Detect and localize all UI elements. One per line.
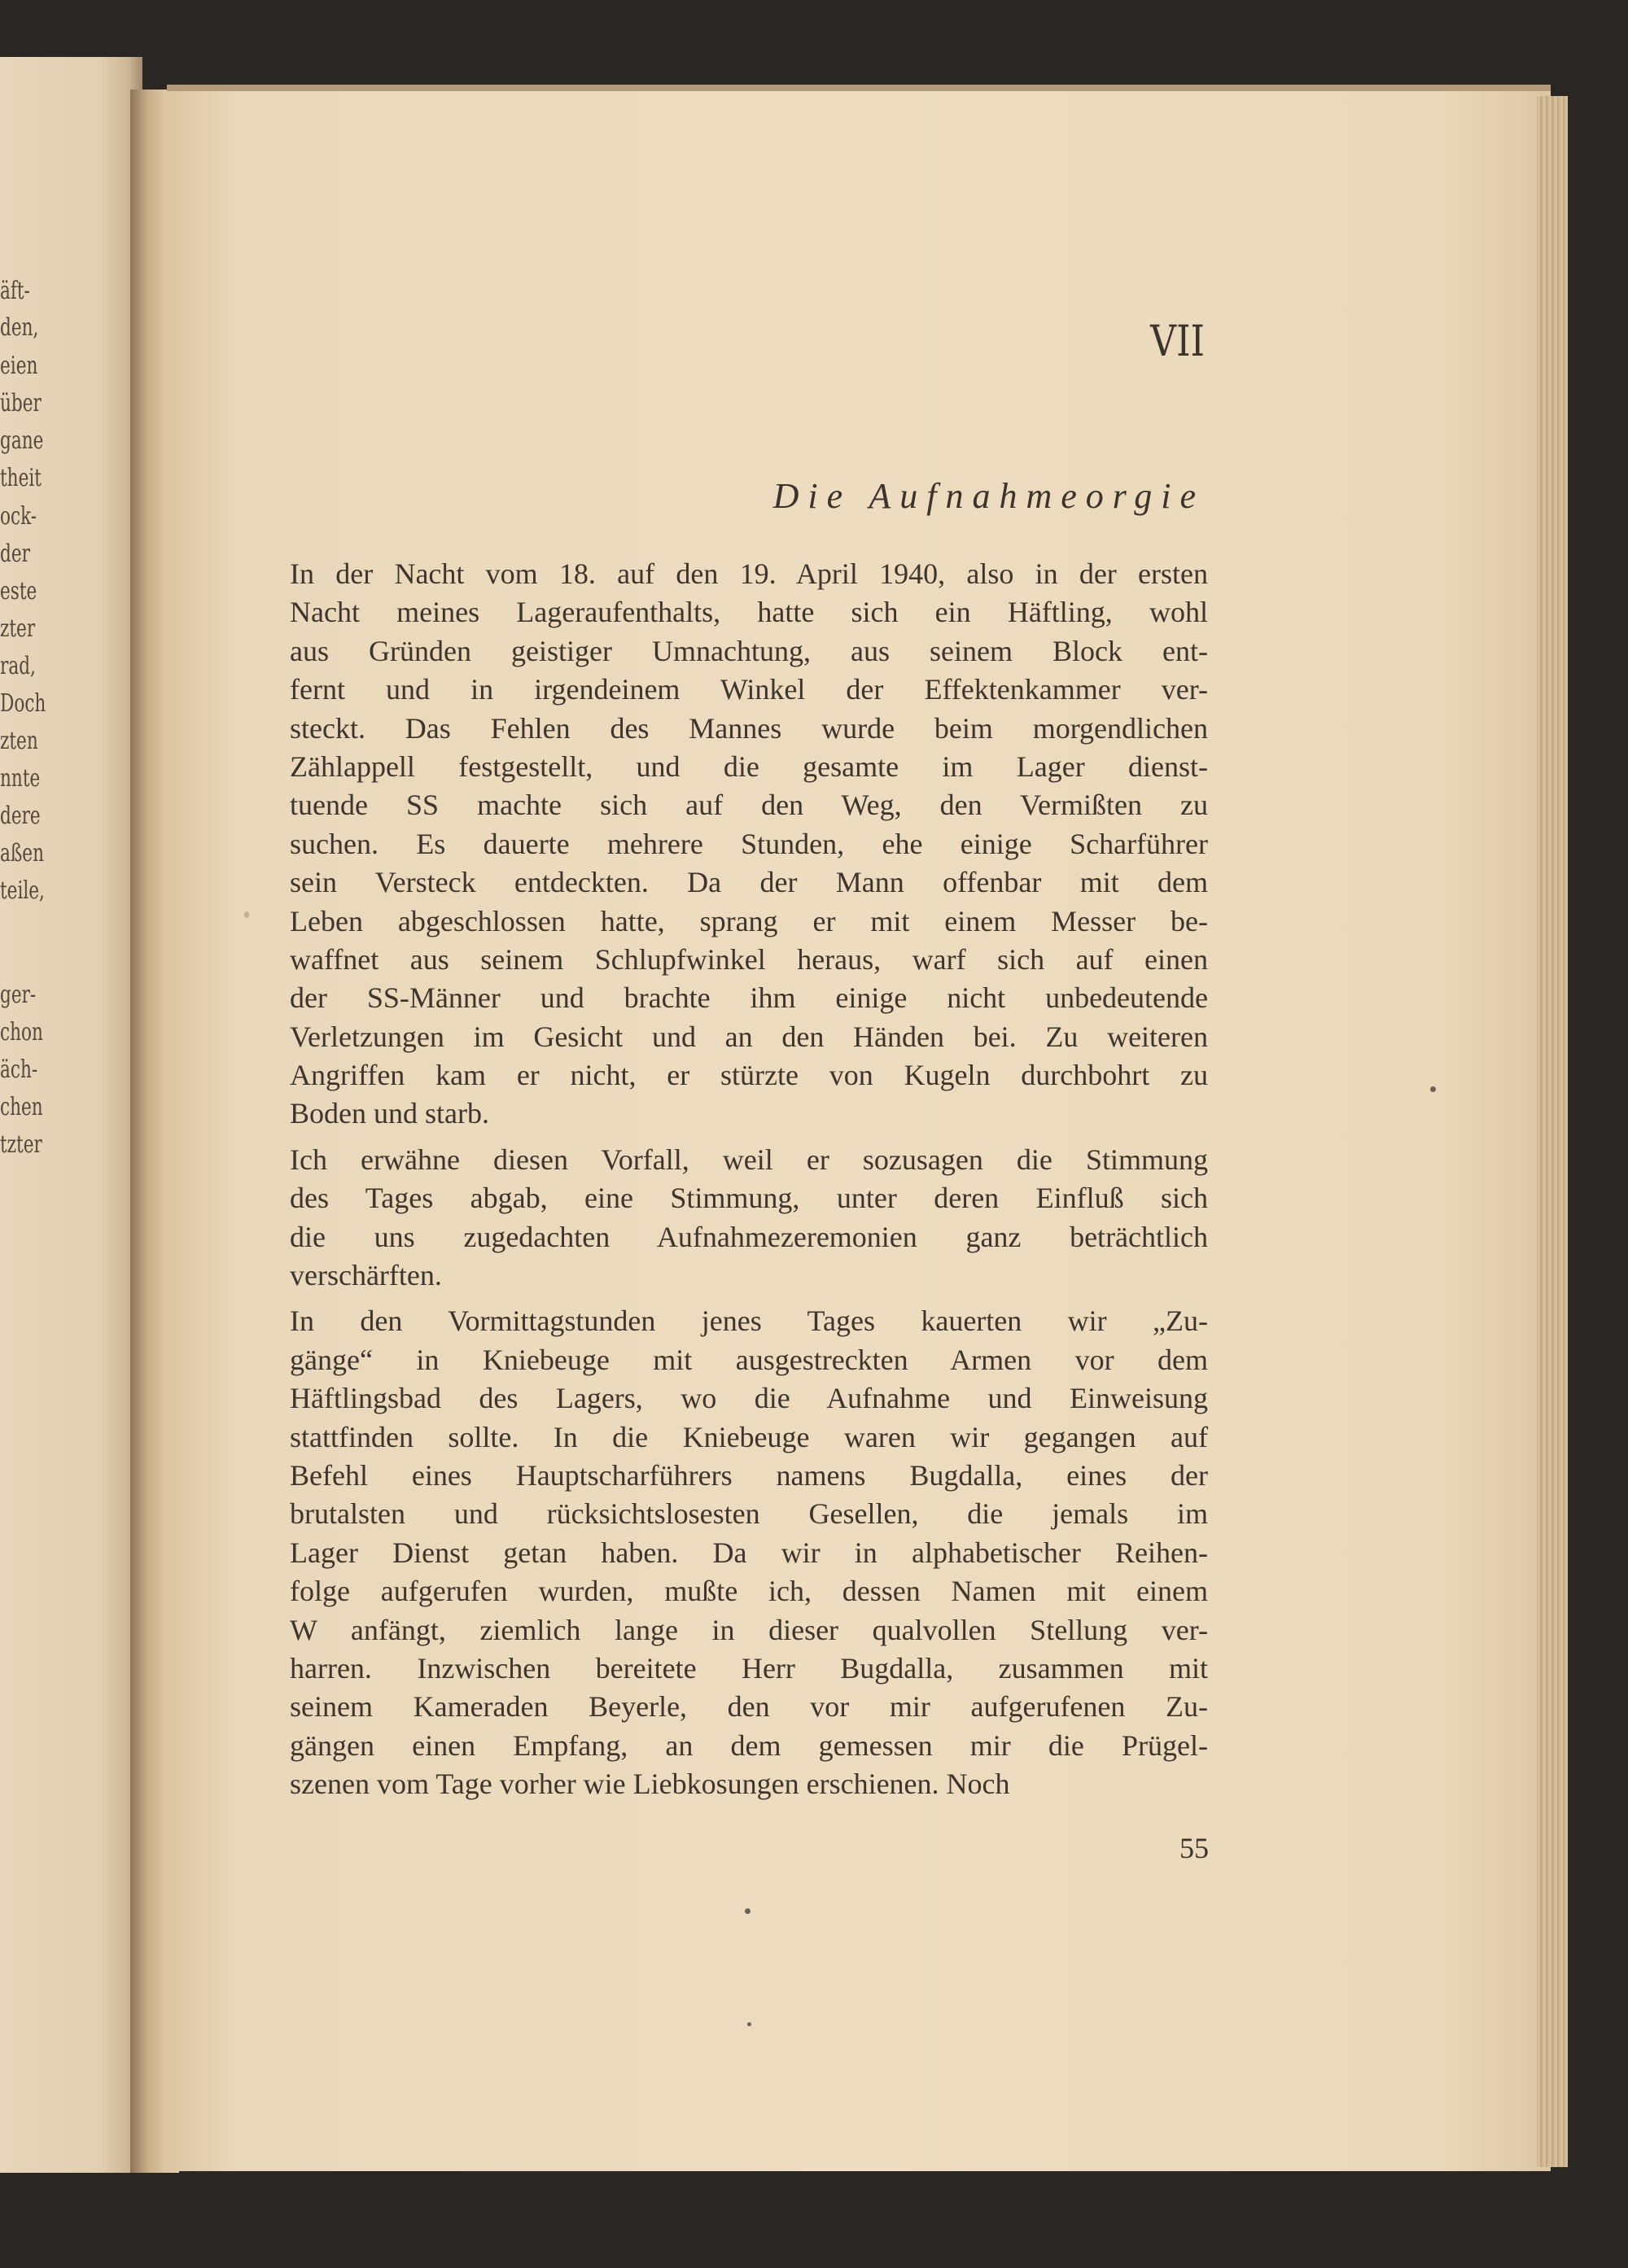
text-line: Zählappell festgestellt, und die gesamte im Lager dienst- bbox=[290, 749, 1208, 783]
text-line: In der Nacht vom 18. auf den 19. April 1940, also in der ersten bbox=[290, 557, 1208, 590]
text-line: Befehl eines Hauptscharführers namens Bugdalla, eines der bbox=[290, 1458, 1208, 1492]
left-page-fragment: tzter bbox=[0, 1130, 42, 1159]
chapter-title: Die Aufnahmeorgie bbox=[772, 476, 1205, 516]
text-line: Verletzungen im Gesicht und an den Händen bei. Zu weiteren bbox=[290, 1020, 1208, 1053]
page-block-edge bbox=[1537, 96, 1568, 2167]
paragraph bbox=[290, 555, 1208, 1134]
text-line: seinem Kameraden Beyerle, den vor mir aufgerufenen Zu- bbox=[290, 1690, 1208, 1724]
text-line: Leben abgeschlossen hatte, sprang er mit einem Messer be- bbox=[290, 904, 1208, 937]
left-page-fragment: rad, bbox=[0, 652, 36, 680]
left-page-fragment: este bbox=[0, 577, 37, 605]
left-page-fragment: chen bbox=[0, 1093, 43, 1121]
text-line: der SS-Männer und brachte ihm einige nicht unbedeutende bbox=[290, 981, 1208, 1015]
text-line: gänge“ in Kniebeuge mit ausgestreckten Armen vor dem bbox=[290, 1343, 1208, 1376]
paper-speck bbox=[745, 1908, 751, 1914]
text-line: W anfängt, ziemlich lange in dieser qualvollen Stellung ver- bbox=[290, 1613, 1208, 1646]
paper-speck bbox=[747, 2022, 751, 2026]
paragraph bbox=[290, 1141, 1208, 1296]
text-line: steckt. Das Fehlen des Mannes wurde beim morgendlichen bbox=[290, 711, 1208, 745]
left-page-fragment: äft- bbox=[0, 277, 30, 305]
left-page-fragment: teile, bbox=[0, 876, 45, 905]
text-line: stattfinden sollte. In die Kniebeuge waren wir gegangen auf bbox=[290, 1420, 1208, 1453]
left-facing-page bbox=[0, 57, 142, 2173]
text-line: Häftlingsbad des Lagers, wo die Aufnahme und Einweisung bbox=[290, 1382, 1208, 1415]
text-line: des Tages abgab, eine Stimmung, unter deren Einfluß sich bbox=[290, 1182, 1208, 1215]
left-page-fragment: zten bbox=[0, 727, 38, 755]
left-page-fragment: chon bbox=[0, 1018, 43, 1047]
text-line: In den Vormittagstunden jenes Tages kauerten wir „Zu- bbox=[290, 1304, 1208, 1338]
text-line: Angriffen kam er nicht, er stürzte von Kugeln durchbohrt zu bbox=[290, 1059, 1208, 1092]
paragraph bbox=[290, 1302, 1208, 1803]
left-page-fragment: dere bbox=[0, 802, 41, 830]
text-line: tuende SS machte sich auf den Weg, den Vermißten zu bbox=[290, 789, 1208, 822]
text-line: waffnet aus seinem Schlupfwinkel heraus, warf sich auf einen bbox=[290, 942, 1208, 976]
paragraph-gap bbox=[290, 1134, 1208, 1141]
left-page-fragment: zter bbox=[0, 614, 36, 643]
left-page-fragment: Doch bbox=[0, 689, 46, 718]
text-line: folge aufgerufen wurden, mußte ich, dessen Namen mit einem bbox=[290, 1575, 1208, 1608]
text-line: die uns zugedachten Aufnahmezeremonien ganz beträchtlich bbox=[290, 1220, 1208, 1253]
text-line: Nacht meines Lageraufenthalts, hatte sich ein Häftling, wohl bbox=[290, 596, 1208, 629]
page-top-edge bbox=[167, 85, 1551, 91]
paper-speck bbox=[244, 911, 249, 918]
left-page-fragment: äch- bbox=[0, 1055, 38, 1084]
chapter-number: VII bbox=[1150, 317, 1205, 366]
text-line: Ich erwähne diesen Vorfall, weil er sozusagen die Stimmung bbox=[290, 1143, 1208, 1176]
left-page-fragment: aßen bbox=[0, 839, 45, 867]
left-page-fragment: nnte bbox=[0, 764, 41, 793]
left-page-fragment: theit bbox=[0, 464, 42, 492]
left-page-fragment: gane bbox=[0, 426, 44, 455]
left-page-fragment: den, bbox=[0, 313, 39, 342]
paragraph-gap bbox=[290, 1295, 1208, 1302]
text-line: fernt und in irgendeinem Winkel der Effektenkammer ver- bbox=[290, 673, 1208, 706]
page-body-text bbox=[290, 555, 1208, 1804]
text-line: Boden und starb. bbox=[290, 1097, 489, 1130]
left-page-fragment: ock- bbox=[0, 502, 37, 531]
paper-speck bbox=[1430, 1086, 1436, 1092]
left-page-fragment: der bbox=[0, 540, 30, 568]
page-number: 55 bbox=[1179, 1832, 1209, 1864]
text-line: aus Gründen geistiger Umnachtung, aus seinem Block ent- bbox=[290, 634, 1208, 667]
text-line: szenen vom Tage vorher wie Liebkosungen erschienen. Noch bbox=[290, 1768, 1010, 1801]
text-line: harren. Inzwischen bereitete Herr Bugdalla, zusammen mit bbox=[290, 1651, 1208, 1685]
text-line: sein Versteck entdeckten. Da der Mann offenbar mit dem bbox=[290, 866, 1208, 899]
text-line: gängen einen Empfang, an dem gemessen mir die Prügel- bbox=[290, 1728, 1208, 1762]
text-line: suchen. Es dauerte mehrere Stunden, ehe einige Scharführer bbox=[290, 827, 1208, 860]
text-line: Lager Dienst getan haben. Da wir in alphabetischer Reihen- bbox=[290, 1536, 1208, 1569]
left-page-fragment: eien bbox=[0, 352, 38, 380]
text-line: verschärften. bbox=[290, 1259, 442, 1292]
left-page-fragment: über bbox=[0, 389, 42, 417]
text-line: brutalsten und rücksichtslosesten Gesellen, die jemals im bbox=[290, 1497, 1208, 1531]
left-page-fragment: ger- bbox=[0, 981, 37, 1009]
